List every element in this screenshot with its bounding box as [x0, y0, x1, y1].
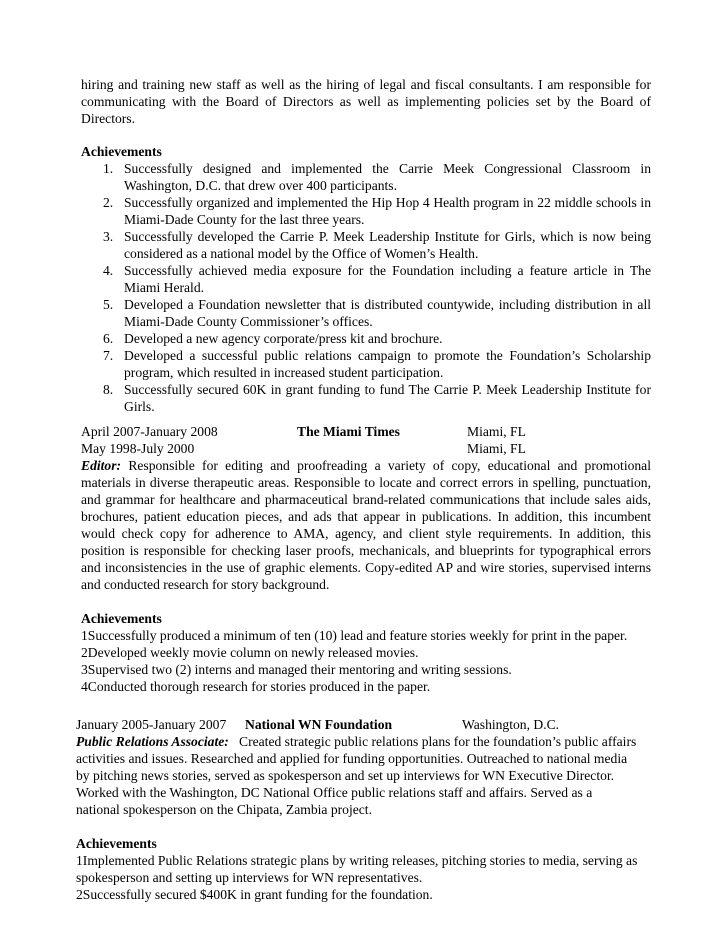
job-date-1: April 2007-January 2008: [81, 424, 218, 439]
list-item: 1Successfully produced a minimum of ten (10) lead and feature stories weekly for print in the paper.: [81, 628, 628, 643]
list-item: 7. Developed a successful public relations campaign to promote the Foundation’s Scholarship program, which resulted in increased student participation.: [103, 348, 651, 380]
achievements-list: [81, 160, 651, 415]
list-item: 4. Successfully achieved media exposure for the Foundation including a feature article in The Miami Herald.: [103, 263, 651, 295]
job-miami-times: [81, 423, 651, 695]
list-item: 4Conducted thorough research for stories produced in the paper.: [81, 679, 431, 694]
employer-name: National WN Foundation: [245, 717, 393, 732]
list-item: 1Implemented Public Relations strategic plans by writing releases, pitching stories to media, serving as spokesperson and setting up interviews for WN representatives.: [76, 853, 638, 885]
list-item: 2Developed weekly movie column on newly released movies.: [81, 645, 419, 660]
job-header-row-1: [81, 423, 651, 440]
job-location: Washington, D.C.: [462, 717, 560, 732]
list-item: 5. Developed a Foundation newsletter that is distributed countywide, including distribution in all Miami-Dade County Commissioner’s offices.: [103, 297, 651, 329]
job-description: Public Relations Associate: Created strategic public relations plans for the foundation’s public affairs activities and issues. Researched and applied for funding opportunities. Outreached to national media by pitching news stories, served as spokesperson and set up interviews for WN Executive Director. Worked with the Washington, DC National Office public relations staff and affairs. Served as a national spokesperson on the Chipata, Zambia project.: [76, 734, 637, 817]
list-item: 2. Successfully organized and implemented the Hip Hop 4 Health program in 22 middle schools in Miami-Dade County for the last three years.: [103, 195, 651, 227]
list-item: 8. Successfully secured 60K in grant funding to fund The Carrie P. Meek Leadership Institute for Girls.: [103, 382, 651, 414]
job-date-2: May 1998-July 2000: [81, 441, 195, 456]
list-item: 3Supervised two (2) interns and managed their mentoring and writing sessions.: [81, 662, 512, 677]
job-wn-foundation: [76, 716, 638, 903]
list-item: 3. Successfully developed the Carrie P. Meek Leadership Institute for Girls, which is now being considered as a national model by the Office of Women’s Health.: [103, 229, 651, 261]
job-title: Public Relations Associate:: [76, 734, 229, 749]
job-date: January 2005-January 2007: [76, 717, 227, 732]
employer-name: The Miami Times: [297, 424, 400, 439]
list-item: 1. Successfully designed and implemented the Carrie Meek Congressional Classroom in Washington, D.C. that drew over 400 participants.: [103, 161, 651, 193]
list-item: 6. Developed a new agency corporate/press kit and brochure.: [103, 331, 443, 346]
achievements-heading: Achievements: [81, 144, 162, 159]
section1-achievements: [81, 143, 651, 415]
achievements-heading: Achievements: [76, 836, 157, 851]
achievements-heading: Achievements: [81, 611, 162, 626]
job-header-row: [76, 716, 638, 733]
job-location-2: Miami, FL: [467, 441, 526, 456]
job-description: Editor: Responsible for editing and proofreading a variety of copy, educational and promotional materials in diverse therapeutic areas. Responsible to locate and correct errors in spelling, punctuation, and grammar for healthcare and pharmaceutical brand-related communications that include sales aids, brochures, patient education pieces, and ads that appear in publications. In addition, this incumbent would check copy for adherence to AMA, agency, and client style requirements. In addition, this position is responsible for checking laser proofs, mechanicals, and blueprints for typographical errors and inconsistencies in the use of graphic elements. Copy-edited AP and wire stories, supervised interns and conducted research for story background.: [81, 458, 651, 592]
intro-paragraph: [81, 76, 651, 127]
job-title: Editor:: [81, 458, 122, 473]
job-location-1: Miami, FL: [467, 424, 526, 439]
job-header-row-2: [81, 440, 651, 457]
intro-text: hiring and training new staff as well as the hiring of legal and fiscal consultants. I am responsible for communicating with the Board of Directors as well as implementing policies set by the Board of Directors.: [81, 77, 651, 126]
list-item: 2Successfully secured $400K in grant funding for the foundation.: [76, 887, 433, 902]
